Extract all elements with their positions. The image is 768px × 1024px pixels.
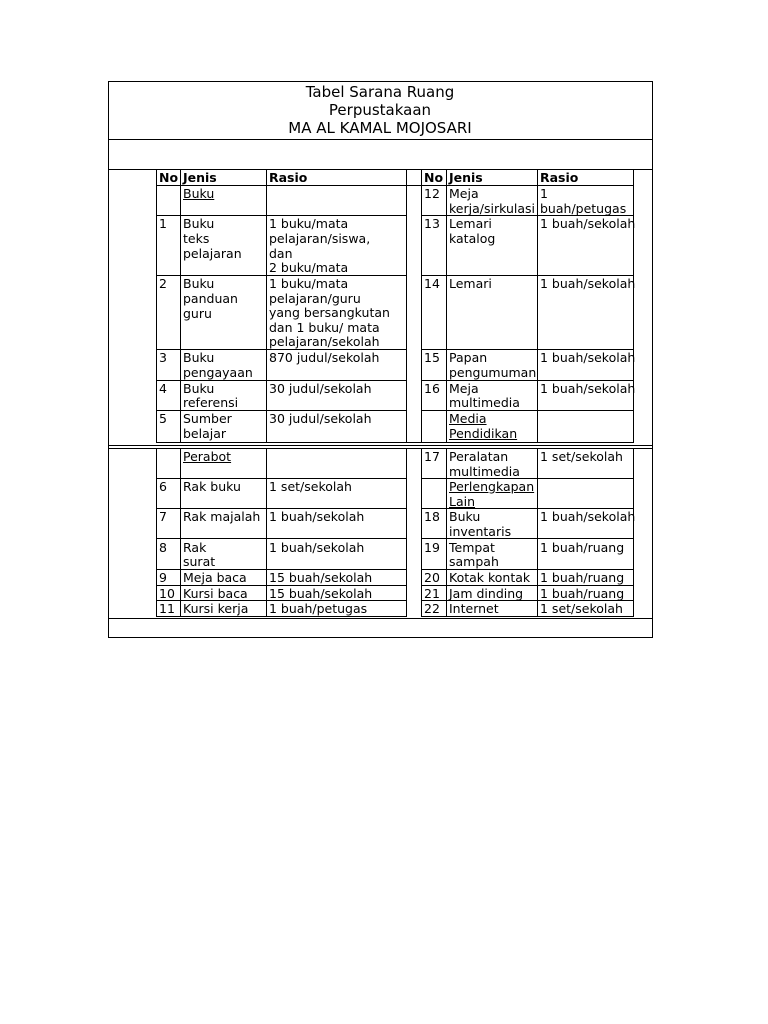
row-jenis: Sumber: [183, 411, 232, 426]
header-no-right: No: [424, 170, 444, 185]
header-rasio-right: Rasio: [540, 170, 579, 185]
frame-line: [108, 637, 653, 638]
row-rasio: 1 buah/sekolah: [540, 216, 636, 231]
grid-line: [156, 442, 634, 443]
row-jenis: Meja: [449, 186, 479, 201]
grid-line: [406, 169, 407, 443]
row-no: 13: [424, 216, 440, 231]
header-no-left: No: [159, 170, 179, 185]
row-jenis: Kotak kontak: [449, 570, 531, 585]
header-jenis-left: Jenis: [183, 170, 217, 185]
row-jenis: multimedia: [449, 464, 520, 479]
row-jenis: sampah: [449, 554, 499, 569]
row-rasio: 1 buah/ruang: [540, 540, 625, 555]
document-title-line1: Tabel Sarana Ruang: [305, 83, 455, 101]
row-rasio: dan 1 buku/ mata: [269, 320, 380, 335]
row-jenis: Internet: [449, 601, 499, 616]
grid-line: [446, 169, 447, 443]
row-no: 10: [159, 586, 175, 601]
row-no: 5: [159, 411, 167, 426]
grid-line: [421, 448, 422, 617]
row-no: 15: [424, 350, 440, 365]
row-no: 11: [159, 601, 175, 616]
row-rasio: 1 buah/sekolah: [540, 276, 636, 291]
document-title-line2: Perpustakaan: [328, 101, 432, 119]
frame-line: [108, 139, 653, 140]
row-jenis: Kursi kerja: [183, 601, 249, 616]
row-rasio: 1 buah/ruang: [540, 586, 625, 601]
row-jenis: panduan: [183, 291, 238, 306]
row-jenis: Tempat: [449, 540, 495, 555]
row-no: 21: [424, 586, 440, 601]
section-label-media-pendidikan: Media: [449, 411, 487, 426]
section-label-buku: Buku: [183, 186, 215, 201]
row-rasio: pelajaran/guru: [269, 291, 361, 306]
row-jenis: Peralatan: [449, 449, 509, 464]
grid-line: [180, 169, 181, 443]
grid-line: [537, 169, 538, 443]
row-rasio: 1 buah/petugas: [269, 601, 368, 616]
row-no: 8: [159, 540, 167, 555]
row-rasio: 1 buah/ruang: [540, 570, 625, 585]
grid-line: [156, 616, 407, 617]
row-jenis: kerja/sirkulasi: [449, 201, 535, 216]
row-jenis: Buku: [183, 350, 215, 365]
row-jenis: guru: [183, 306, 212, 321]
row-jenis: Papan: [449, 350, 488, 365]
row-jenis: Kursi baca: [183, 586, 248, 601]
section-label-perabot: Perabot: [183, 449, 232, 464]
row-rasio: 2 buku/mata: [269, 260, 349, 275]
grid-line: [266, 169, 267, 443]
header-rasio-left: Rasio: [269, 170, 308, 185]
row-rasio: pelajaran/siswa,: [269, 231, 371, 246]
row-no: 2: [159, 276, 167, 291]
grid-line: [633, 448, 634, 617]
row-jenis: pelajaran: [183, 246, 242, 261]
row-no: 12: [424, 186, 440, 201]
row-rasio: 1 buku/mata: [269, 276, 349, 291]
grid-line: [156, 185, 634, 186]
grid-line: [421, 616, 634, 617]
row-rasio: 1 set/sekolah: [540, 449, 623, 464]
row-no: 19: [424, 540, 440, 555]
row-rasio: 1 buah/sekolah: [269, 540, 365, 555]
row-jenis: Buku: [183, 216, 215, 231]
row-rasio: yang bersangkutan: [269, 305, 390, 320]
grid-line: [180, 448, 181, 617]
row-rasio: 1 set/sekolah: [269, 479, 352, 494]
row-jenis: Meja: [449, 381, 479, 396]
frame-line: [108, 445, 653, 446]
row-no: 1: [159, 216, 167, 231]
row-rasio: 1 buah/sekolah: [540, 381, 636, 396]
grid-line: [421, 169, 422, 443]
row-no: 6: [159, 479, 167, 494]
row-rasio: 870 judul/sekolah: [269, 350, 380, 365]
row-no: 14: [424, 276, 440, 291]
grid-line: [156, 169, 157, 443]
section-label-perlengkapan-lain: Perlengkapan: [449, 479, 535, 494]
row-no: 20: [424, 570, 440, 585]
grid-line: [633, 169, 634, 443]
frame-line: [108, 81, 653, 82]
row-jenis: Meja baca: [183, 570, 247, 585]
frame-line: [108, 618, 653, 619]
row-no: 9: [159, 570, 167, 585]
row-jenis: Lemari: [449, 216, 492, 231]
grid-line: [156, 538, 407, 539]
row-jenis: Buku: [449, 509, 481, 524]
row-rasio: dan: [269, 246, 293, 261]
grid-line: [446, 448, 447, 617]
row-jenis: pengayaan: [183, 365, 253, 380]
row-rasio: 1 buah/sekolah: [269, 509, 365, 524]
row-no: 7: [159, 509, 167, 524]
row-rasio: 1 set/sekolah: [540, 601, 623, 616]
row-rasio: pelajaran/sekolah: [269, 334, 380, 349]
row-rasio: 30 judul/sekolah: [269, 381, 372, 396]
row-no: 3: [159, 350, 167, 365]
row-rasio: 1 buah/sekolah: [540, 509, 636, 524]
grid-line: [406, 448, 407, 617]
row-jenis: multimedia: [449, 395, 520, 410]
row-no: 18: [424, 509, 440, 524]
section-label-perlengkapan-lain: Lain: [449, 494, 476, 509]
section-label-media-pendidikan: Pendidikan: [449, 426, 518, 441]
row-jenis: Jam dinding: [449, 586, 524, 601]
frame-line: [652, 81, 653, 638]
row-jenis: Rak buku: [183, 479, 241, 494]
row-no: 17: [424, 449, 440, 464]
row-rasio: 1: [540, 186, 548, 201]
header-jenis-right: Jenis: [449, 170, 483, 185]
row-jenis: Rak: [183, 540, 207, 555]
row-jenis: referensi: [183, 395, 239, 410]
row-rasio: buah/petugas: [540, 201, 627, 216]
row-jenis: Lemari: [449, 276, 492, 291]
row-rasio: 15 buah/sekolah: [269, 586, 373, 601]
row-jenis: Buku: [183, 276, 215, 291]
row-jenis: Buku: [183, 381, 215, 396]
row-jenis: inventaris: [449, 524, 512, 539]
row-rasio: 15 buah/sekolah: [269, 570, 373, 585]
row-no: 4: [159, 381, 167, 396]
frame-line: [108, 81, 109, 638]
row-jenis: surat: [183, 554, 216, 569]
row-jenis: teks: [183, 231, 210, 246]
grid-line: [266, 448, 267, 617]
row-no: 16: [424, 381, 440, 396]
grid-line: [537, 448, 538, 617]
row-jenis: belajar: [183, 426, 227, 441]
row-no: 22: [424, 601, 440, 616]
grid-line: [156, 448, 157, 617]
row-jenis: Rak majalah: [183, 509, 261, 524]
row-jenis: katalog: [449, 231, 496, 246]
document-title-line3: MA AL KAMAL MOJOSARI: [288, 119, 472, 137]
row-jenis: pengumuman: [449, 365, 537, 380]
row-rasio: 30 judul/sekolah: [269, 411, 372, 426]
row-rasio: 1 buku/mata: [269, 216, 349, 231]
row-rasio: 1 buah/sekolah: [540, 350, 636, 365]
